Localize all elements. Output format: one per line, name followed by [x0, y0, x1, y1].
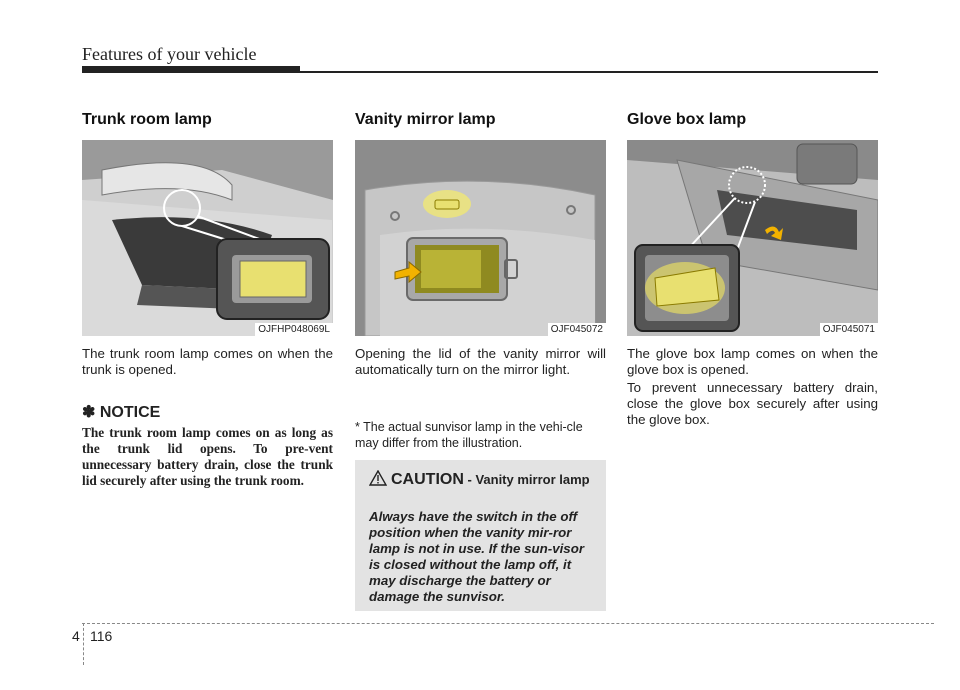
section-title: Vanity mirror lamp — [355, 111, 496, 128]
section-body: Opening the lid of the vanity mirror will automatically turn on the mirror light. — [355, 346, 606, 377]
figure-code: OJF045071 — [820, 323, 878, 336]
section-body: The trunk room lamp comes on when the trunk is opened. — [82, 346, 333, 377]
footer-separator — [83, 623, 84, 665]
caution-box — [355, 460, 606, 611]
figure-code: OJF045072 — [548, 323, 606, 336]
notice-body: The trunk room lamp comes on as long as the trunk lid opens. To pre-vent unnecessary battery drain, close the trunk lid securely after using the trunk room. — [82, 425, 333, 488]
notice-title: ✽ NOTICE — [82, 404, 161, 421]
section-title: Glove box lamp — [627, 111, 747, 128]
caution-subtitle: - Vanity mirror lamp — [463, 472, 590, 487]
figure-vanity-mirror-lamp — [355, 140, 606, 336]
caution-title: CAUTION — [391, 471, 464, 488]
section-body-2: To prevent unnecessary battery drain, close the glove box securely after using the glove box. — [627, 380, 878, 427]
chapter-number: 4 — [72, 628, 80, 644]
header-bar — [82, 66, 300, 73]
section-body: The glove box lamp comes on when the glove box is opened. — [627, 346, 878, 377]
figure-glove-box-lamp — [627, 140, 878, 336]
figure-trunk-room-lamp — [82, 140, 333, 336]
warning-triangle-icon — [369, 470, 387, 486]
section-note: * The actual sunvisor lamp in the vehi-cle may differ from the illustration. — [355, 420, 583, 450]
page-number: 116 — [90, 628, 113, 644]
footer-rule — [82, 623, 934, 624]
caution-body: Always have the switch in the off position when the vanity mir-ror lamp is not in use. If the sun-visor is closed without the lamp off, it may discharge the battery or damage the sunvisor. — [369, 509, 584, 604]
header-rule — [300, 71, 878, 73]
section-title: Trunk room lamp — [82, 111, 212, 128]
page-header-title: Features of your vehicle — [82, 44, 257, 64]
figure-code: OJFHP048069L — [255, 323, 333, 336]
caution-header — [369, 470, 599, 489]
